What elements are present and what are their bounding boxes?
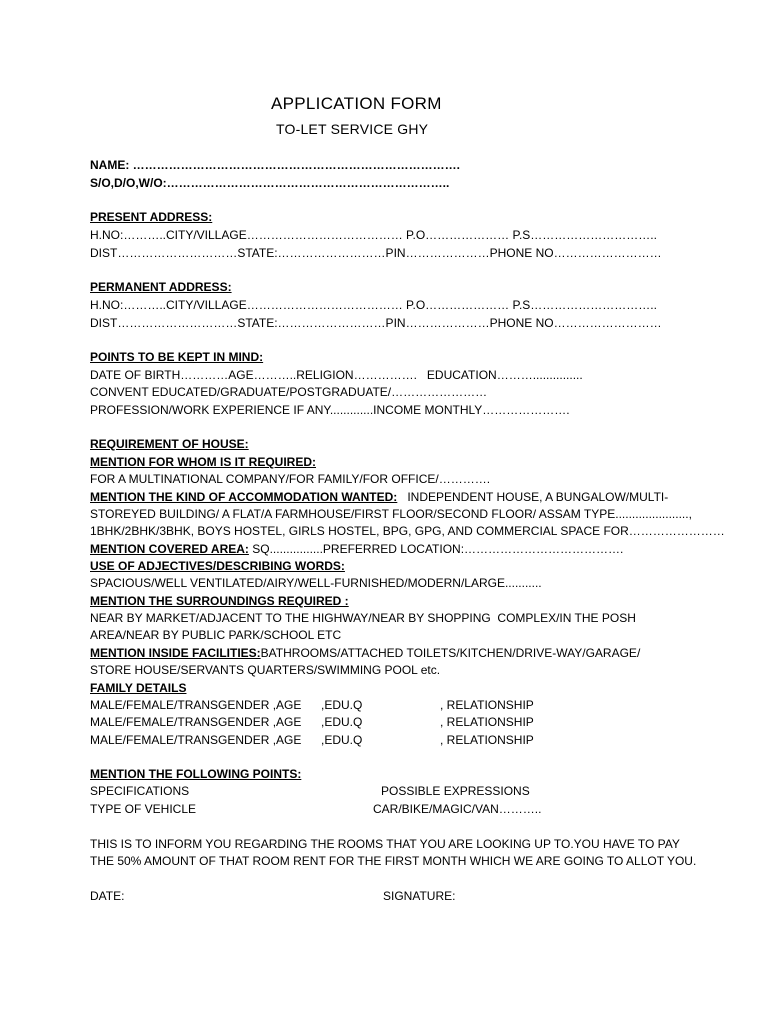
notice-line2: THE 50% AMOUNT OF THAT ROOM RENT FOR THE FIRST MONTH WHICH WE ARE GOING TO ALLOT YOU. <box>90 854 697 868</box>
family-row-edu: ,EDU.Q <box>321 698 363 712</box>
surroundings-text2: AREA/NEAR BY PUBLIC PARK/SCHOOL ETC <box>90 628 342 642</box>
family-row: MALE/FEMALE/TRANSGENDER ,AGE <box>90 733 302 747</box>
name-field: NAME: ………………………………………………………………………. <box>90 158 460 172</box>
family-row-edu: ,EDU.Q <box>321 733 363 747</box>
permanent-address-line2: DIST…………………………STATE:………………………PIN…………………PHONE NO……………………… <box>90 316 662 330</box>
area-text: SQ................PREFERRED LOCATION:…………………………………. <box>248 542 624 556</box>
surroundings-heading: MENTION THE SURROUNDINGS REQUIRED : <box>90 594 349 608</box>
family-row-rel: , RELATIONSHIP <box>440 715 534 729</box>
kind-heading: MENTION THE KIND OF ACCOMMODATION WANTED: <box>90 490 398 504</box>
for-whom-text: FOR A MULTINATIONAL COMPANY/FOR FAMILY/FOR OFFICE/…………. <box>90 472 491 486</box>
permanent-address-line1: H.NO:………..CITY/VILLAGE………………………………… P.O………………… P.S………………………….. <box>90 298 657 312</box>
signature-label: SIGNATURE: <box>383 889 456 903</box>
facilities-text2: STORE HOUSE/SERVANTS QUARTERS/SWIMMING POOL etc. <box>90 663 441 677</box>
spec-value: POSSIBLE EXPRESSIONS <box>381 784 530 798</box>
family-row: MALE/FEMALE/TRANSGENDER ,AGE <box>90 698 302 712</box>
present-address-line1: H.NO:………..CITY/VILLAGE………………………………… P.O………………… P.S………………………….. <box>90 228 657 242</box>
vehicle-label: TYPE OF VEHICLE <box>90 802 197 816</box>
form-subtitle: TO-LET SERVICE GHY <box>276 121 429 137</box>
present-address-line2: DIST…………………………STATE:………………………PIN…………………PHONE NO……………………… <box>90 246 662 260</box>
relation-field: S/O,D/O,W/O:…………………………………………………………….. <box>90 176 450 190</box>
facilities-text1: BATHROOMS/ATTACHED TOILETS/KITCHEN/DRIVE-WAY/GARAGE/ <box>260 646 641 660</box>
family-row-edu: ,EDU.Q <box>321 715 363 729</box>
requirement-heading: REQUIREMENT OF HOUSE: <box>90 437 249 451</box>
family-row: MALE/FEMALE/TRANSGENDER ,AGE <box>90 715 302 729</box>
facilities-heading: MENTION INSIDE FACILITIES: <box>90 646 261 660</box>
points-line3: PROFESSION/WORK EXPERIENCE IF ANY.............INCOME MONTHLY…………………. <box>90 403 570 417</box>
points-heading: POINTS TO BE KEPT IN MIND: <box>90 350 264 364</box>
family-row-rel: , RELATIONSHIP <box>440 698 534 712</box>
adjectives-heading: USE OF ADJECTIVES/DESCRIBING WORDS: <box>90 559 345 573</box>
notice-line1: THIS IS TO INFORM YOU REGARDING THE ROOMS THAT YOU ARE LOOKING UP TO.YOU HAVE TO PAY <box>90 837 680 851</box>
facilities-line <box>90 645 640 661</box>
form-title: APPLICATION FORM <box>271 94 442 113</box>
kind-text1: INDEPENDENT HOUSE, A BUNGALOW/MULTI- <box>397 490 669 504</box>
permanent-address-heading: PERMANENT ADDRESS: <box>90 280 232 294</box>
vehicle-value: CAR/BIKE/MAGIC/VAN……….. <box>373 802 542 816</box>
area-heading: MENTION COVERED AREA: <box>90 542 249 556</box>
for-whom-heading: MENTION FOR WHOM IS IT REQUIRED: <box>90 455 316 469</box>
family-row-rel: , RELATIONSHIP <box>440 733 534 747</box>
present-address-heading: PRESENT ADDRESS: <box>90 210 213 224</box>
family-heading: FAMILY DETAILS <box>90 681 187 695</box>
kind-line <box>90 489 668 505</box>
following-heading: MENTION THE FOLLOWING POINTS: <box>90 767 302 781</box>
spec-label: SPECIFICATIONS <box>90 784 190 798</box>
date-label: DATE: <box>90 889 125 903</box>
kind-text3: 1BHK/2BHK/3BHK, BOYS HOSTEL, GIRLS HOSTEL, BPG, GPG, AND COMMERCIAL SPACE FOR…………………… <box>90 524 725 538</box>
points-line1: DATE OF BIRTH…………AGE………..RELIGION……………. EDUCATION………............... <box>90 368 583 382</box>
surroundings-text1: NEAR BY MARKET/ADJACENT TO THE HIGHWAY/NEAR BY SHOPPING COMPLEX/IN THE POSH <box>90 611 636 625</box>
points-line2: CONVENT EDUCATED/GRADUATE/POSTGRADUATE/…………………… <box>90 385 488 399</box>
adjectives-text: SPACIOUS/WELL VENTILATED/AIRY/WELL-FURNISHED/MODERN/LARGE........... <box>90 576 542 590</box>
kind-text2: STOREYED BUILDING/ A FLAT/A FARMHOUSE/FIRST FLOOR/SECOND FLOOR/ ASSAM TYPE......................, <box>90 507 692 521</box>
area-line <box>90 541 623 557</box>
